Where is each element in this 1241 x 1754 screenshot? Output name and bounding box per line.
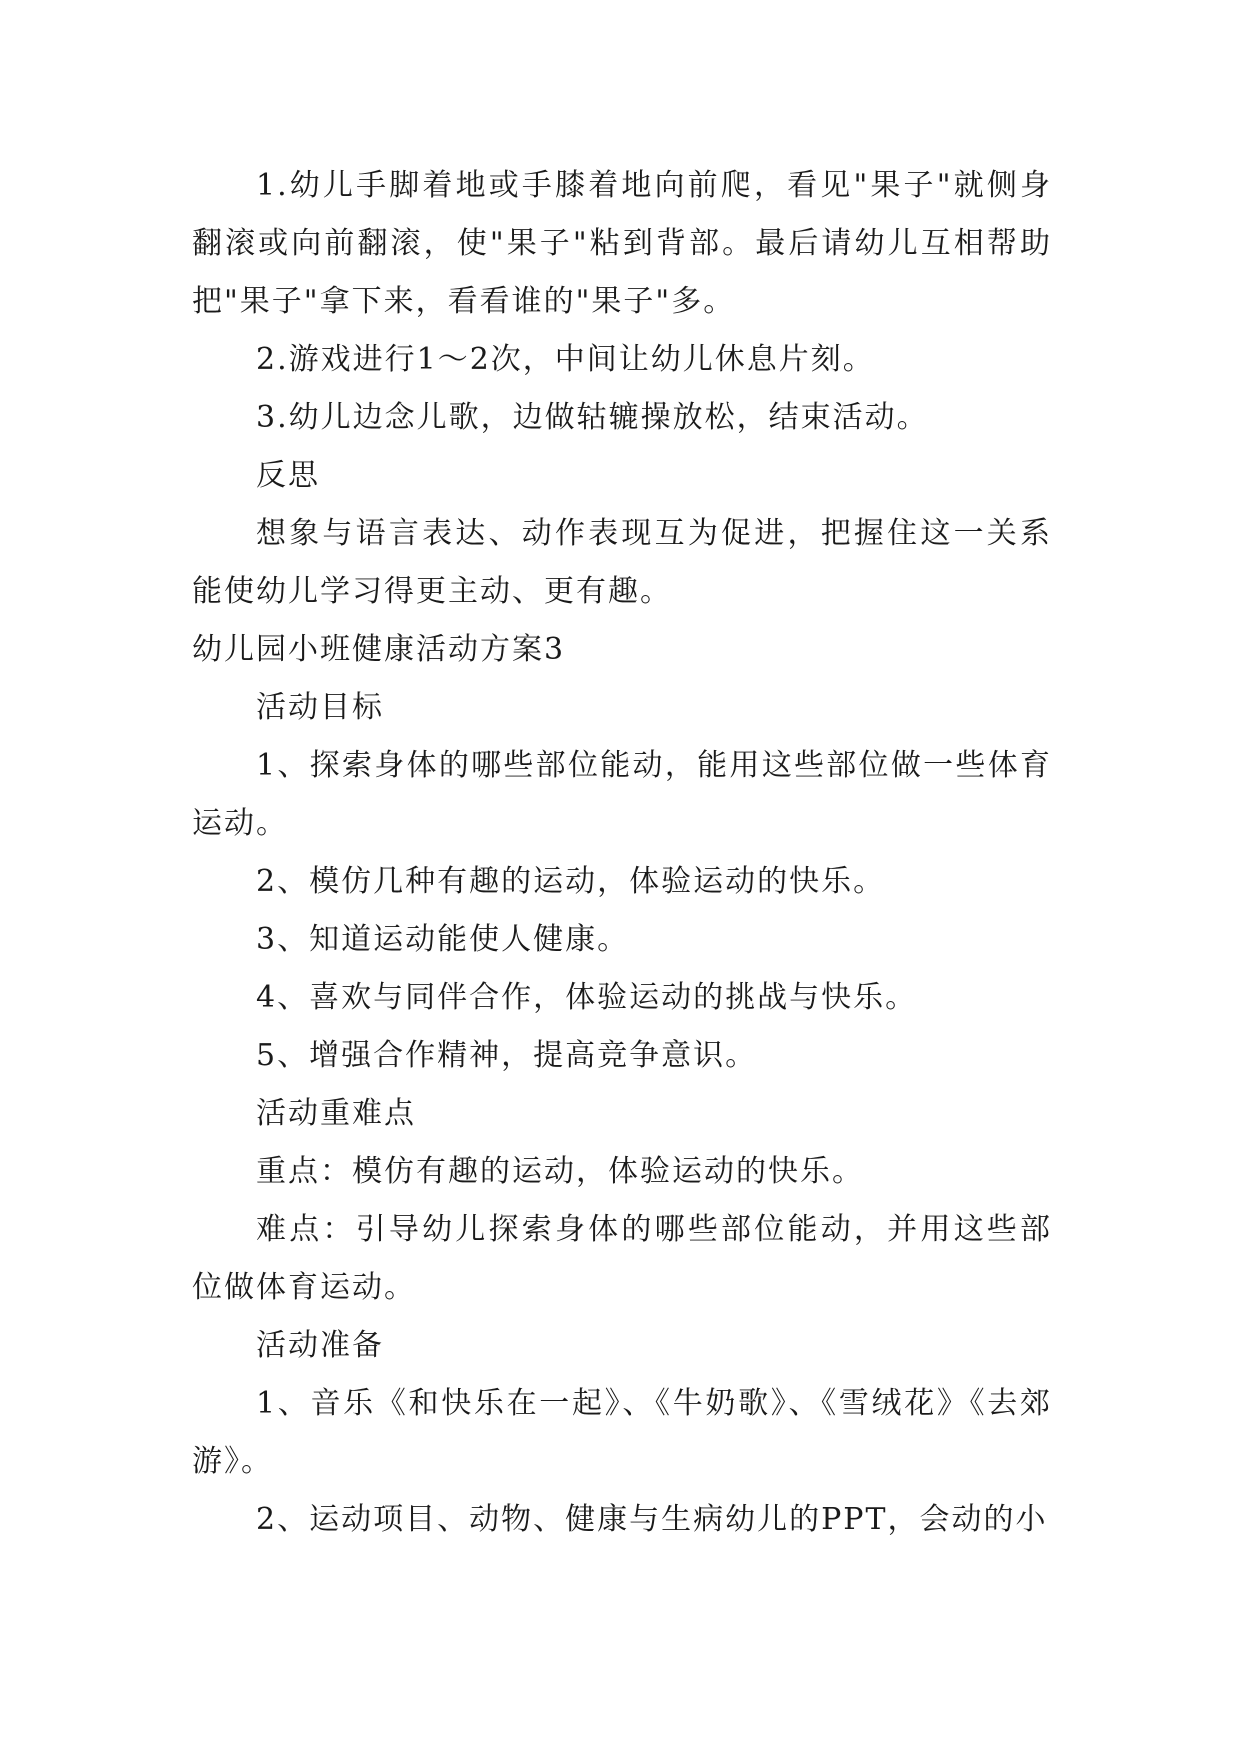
goal-item: 1、探索身体的哪些部位能动，能用这些部位做一些体育运动。: [192, 748, 1052, 841]
preparation-item: 1、音乐《和快乐在一起》、《牛奶歌》、《雪绒花》《去郊游》。: [192, 1386, 1052, 1479]
heading-key-points: 活动重难点: [256, 1096, 416, 1131]
goal-item: 4、喜欢与同伴合作，体验运动的挑战与快乐。: [256, 980, 918, 1015]
goal-item: 2、模仿几种有趣的运动，体验运动的快乐。: [256, 864, 886, 899]
paragraph-reflection: 想象与语言表达、动作表现互为促进，把握住这一关系能使幼儿学习得更主动、更有趣。: [192, 516, 1052, 609]
difficult-point: 难点：引导幼儿探索身体的哪些部位能动，并用这些部位做体育运动。: [192, 1212, 1052, 1305]
paragraph-crawl-game: 1.幼儿手脚着地或手膝着地向前爬，看见"果子"就侧身翻滚或向前翻滚，使"果子"粘到背部。最后请幼儿互相帮助把"果子"拿下来，看看谁的"果子"多。: [192, 168, 1052, 319]
paragraph-relax-end: 3.幼儿边念儿歌，边做轱辘操放松，结束活动。: [256, 400, 929, 435]
heading-goals: 活动目标: [256, 690, 384, 725]
goal-item: 3、知道运动能使人健康。: [256, 922, 630, 957]
section-title: 幼儿园小班健康活动方案3: [192, 632, 566, 667]
key-point: 重点：模仿有趣的运动，体验运动的快乐。: [256, 1154, 864, 1189]
heading-preparation: 活动准备: [256, 1328, 384, 1363]
heading-reflection: 反思: [256, 458, 320, 493]
paragraph-game-rounds: 2.游戏进行1～2次，中间让幼儿休息片刻。: [256, 342, 875, 377]
preparation-item: 2、运动项目、动物、健康与生病幼儿的PPT，会动的小: [256, 1502, 1048, 1537]
goal-item: 5、增强合作精神，提高竞争意识。: [256, 1038, 758, 1073]
document-body: [192, 157, 1052, 1549]
